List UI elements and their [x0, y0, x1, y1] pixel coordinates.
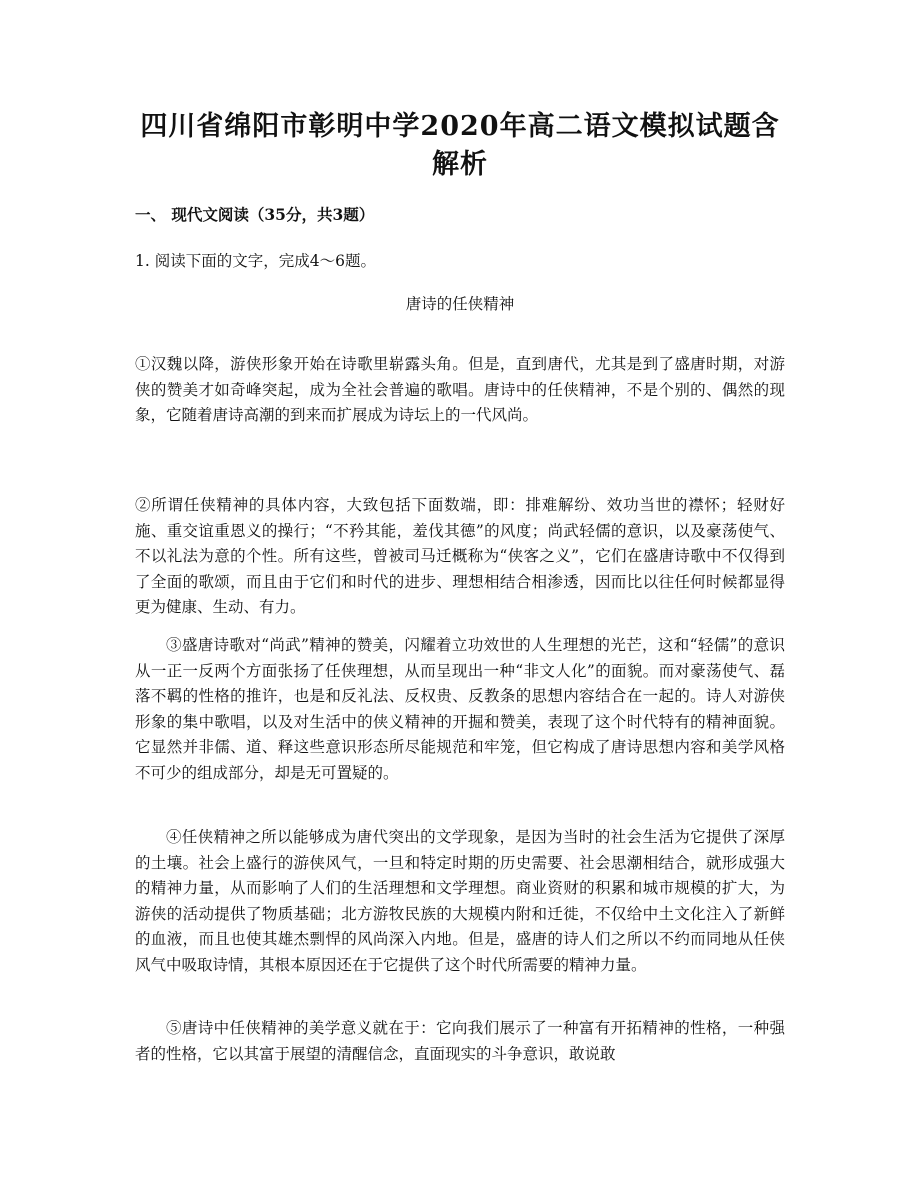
- passage-title: 唐诗的任侠精神: [405, 295, 515, 313]
- paragraph-3: ③盛唐诗歌对“尚武”精神的赞美，闪耀着立功效世的人生理想的光芒，这和“轻儒”的意识从一正一反两个方面张扬了任侠理想，从而呈现出一种“非文人化”的面貌。而对豪荡使气、磊落不羁的性格的推许，也是和反礼法、反权贵、反教条的思想内容结合在一起的。诗人对游侠形象的集中歌唱，以及对生活中的侠义精神的开掘和赞美，表现了这个时代特有的精神面貌。它显然并非儒、道、释这些意识形态所尽能规范和牢笼，但它构成了唐诗思想内容和美学风格不可少的组成部分，却是无可置疑的。: [135, 636, 785, 782]
- question-prompt: 1. 阅读下面的文字，完成4～6题。: [135, 252, 376, 270]
- paragraph-2: ②所谓任侠精神的具体内容，大致包括下面数端，即：排难解纷、效功当世的襟怀；轻财好施、重交谊重恩义的操行；“不矜其能，羞伐其德”的风度；尚武轻儒的意识，以及豪荡使气、不以礼法为意的个性。所有这些，曾被司马迁概称为“侠客之义”，它们在盛唐诗歌中不仅得到了全面的歌颂，而且由于它们和时代的进步、理想相结合相渗透，因而比以往任何时候都显得更为健康、生动、有力。: [135, 496, 785, 617]
- paragraph-1: ①汉魏以降，游侠形象开始在诗歌里崭露头角。但是，直到唐代，尤其是到了盛唐时期，对游侠的赞美才如奇峰突起，成为全社会普遍的歌唱。唐诗中的任侠精神，不是个别的、偶然的现象，它随着唐诗高潮的到来而扩展成为诗坛上的一代风尚。: [135, 355, 785, 425]
- paragraph-5: ⑤唐诗中任侠精神的美学意义就在于：它向我们展示了一种富有开拓精神的性格，一种强者的性格，它以其富于展望的清醒信念，直面现实的斗争意识，敢说敢: [135, 1019, 785, 1063]
- document-title: 四川省绵阳市彰明中学2020年高二语文模拟试题含解析: [140, 111, 780, 180]
- paragraph-4: ④任侠精神之所以能够成为唐代突出的文学现象，是因为当时的社会生活为它提供了深厚的土壤。社会上盛行的游侠风气，一旦和特定时期的历史需要、社会思潮相结合，就形成强大的精神力量，从而影响了人们的生活理想和文学理想。商业资财的积累和城市规模的扩大，为游侠的活动提供了物质基础；北方游牧民族的大规模内附和迁徙，不仅给中土文化注入了新鲜的血液，而且也使其雄杰剽悍的风尚深入内地。但是，盛唐的诗人们之所以不约而同地从任侠风气中吸取诗情，其根本原因还在于它提供了这个时代所需要的精神力量。: [135, 828, 785, 974]
- section-heading: 一、 现代文阅读（35分，共3题）: [135, 205, 375, 224]
